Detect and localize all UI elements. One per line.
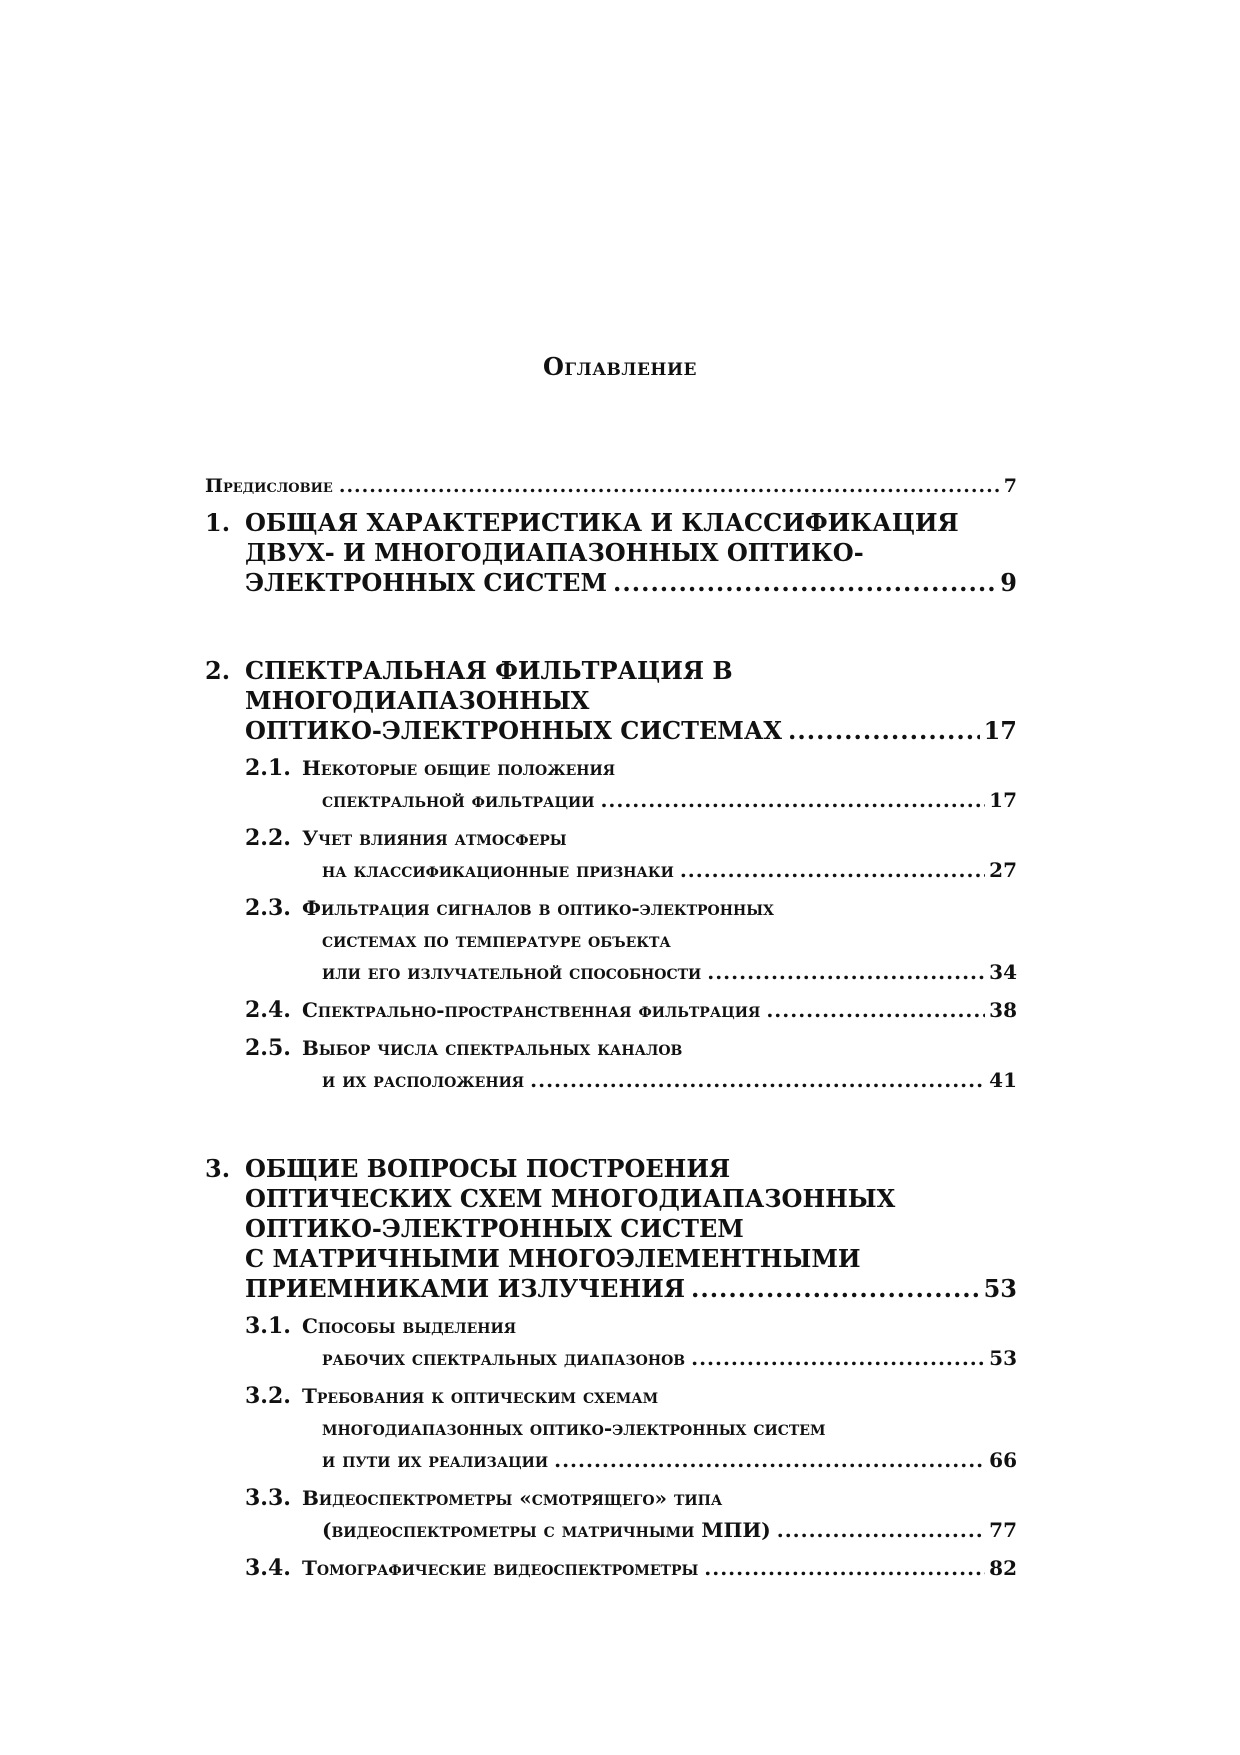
toc-page-number: 17 bbox=[983, 716, 1017, 745]
toc-entry-text: ЭЛЕКТРОННЫХ СИСТЕМ bbox=[245, 568, 608, 597]
toc-entry-number: 3.2. bbox=[245, 1383, 291, 1409]
toc-entry-text: Способы выделения bbox=[302, 1314, 517, 1338]
toc-entry-text: Видеоспектрометры «смотрящего» типа bbox=[302, 1486, 723, 1510]
toc-page-number: 38 bbox=[989, 998, 1017, 1022]
toc-page-number: 53 bbox=[983, 1274, 1017, 1303]
toc-page-number: 77 bbox=[989, 1518, 1017, 1542]
toc-entry-text: ОПТИКО-ЭЛЕКТРОННЫХ СИСТЕМАХ bbox=[245, 716, 782, 745]
toc-entry-section-2-5[interactable] bbox=[205, 1032, 1017, 1096]
toc-entry-text: Фильтрация сигналов в оптико-электронных bbox=[302, 896, 774, 920]
leader-dots bbox=[600, 784, 985, 816]
toc-entry-number: 2.2. bbox=[245, 825, 291, 851]
toc-entry-number: 2.4. bbox=[245, 997, 291, 1023]
toc-entry-text: многодиапазонных оптико-электронных систем bbox=[322, 1416, 826, 1440]
toc-page-number: 7 bbox=[1003, 475, 1017, 497]
toc-entry-text: и пути их реализации bbox=[322, 1448, 549, 1472]
toc-entry-number: 3.1. bbox=[245, 1313, 291, 1339]
toc-entry-text: (видеоспектрометры с матричными МПИ) bbox=[322, 1518, 771, 1542]
toc-page-number: 27 bbox=[989, 858, 1017, 882]
toc-entry-chapter-1[interactable] bbox=[205, 508, 1017, 598]
toc-entry-number: 1. bbox=[205, 508, 231, 537]
leader-dots bbox=[339, 470, 1000, 502]
leader-dots bbox=[766, 994, 985, 1026]
leader-dots bbox=[777, 1514, 985, 1546]
toc-page-number: 82 bbox=[989, 1556, 1017, 1580]
toc-entry-text: Томографические видеоспектрометры bbox=[302, 1556, 699, 1580]
leader-dots bbox=[704, 1552, 985, 1584]
toc-entry-number: 3.3. bbox=[245, 1485, 291, 1511]
toc-entry-text: рабочих спектральных диапазонов bbox=[322, 1346, 686, 1370]
toc-page-number: 9 bbox=[1000, 568, 1017, 597]
toc-entry-chapter-2[interactable] bbox=[205, 656, 1017, 746]
toc-entry-text: МНОГОДИАПАЗОННЫХ bbox=[245, 686, 590, 715]
toc-entry-text: Учет влияния атмосферы bbox=[302, 826, 567, 850]
toc-entry-text: ПРИЕМНИКАМИ ИЗЛУЧЕНИЯ bbox=[245, 1274, 685, 1303]
toc-entry-text: Выбор числа спектральных каналов bbox=[302, 1036, 683, 1060]
toc-entry-section-2-4[interactable] bbox=[205, 994, 1017, 1026]
leader-dots bbox=[691, 1274, 980, 1304]
toc-entry-section-3-1[interactable] bbox=[205, 1310, 1017, 1374]
toc-entry-text: на классификационные признаки bbox=[322, 858, 674, 882]
toc-page-number: 66 bbox=[989, 1448, 1017, 1472]
toc-page-number: 41 bbox=[989, 1068, 1017, 1092]
toc-entry-number: 3.4. bbox=[245, 1555, 291, 1581]
toc-page-number: 53 bbox=[989, 1346, 1017, 1370]
toc-page-number: 17 bbox=[989, 788, 1017, 812]
toc-entry-section-2-3[interactable] bbox=[205, 892, 1017, 988]
toc-entry-text: Некоторые общие положения bbox=[302, 756, 616, 780]
toc-entry-text: С МАТРИЧНЫМИ МНОГОЭЛЕМЕНТНЫМИ bbox=[245, 1244, 861, 1273]
toc-entry-text: ОПТИЧЕСКИХ СХЕМ МНОГОДИАПАЗОННЫХ bbox=[245, 1184, 896, 1213]
toc-entry-text: и их расположения bbox=[322, 1068, 525, 1092]
toc-entry-text: Предисловие bbox=[205, 475, 333, 497]
toc-entry-text: или его излучательной способности bbox=[322, 960, 702, 984]
toc-entry-number: 2.1. bbox=[245, 755, 291, 781]
toc-entry-section-3-3[interactable] bbox=[205, 1482, 1017, 1546]
toc-entry-chapter-3[interactable] bbox=[205, 1154, 1017, 1304]
leader-dots bbox=[680, 854, 985, 886]
table-of-contents bbox=[205, 470, 1017, 1584]
leader-dots bbox=[691, 1342, 985, 1374]
toc-entry-text: ОБЩАЯ ХАРАКТЕРИСТИКА И КЛАССИФИКАЦИЯ bbox=[245, 508, 959, 537]
toc-entry-text: Требования к оптическим схемам bbox=[302, 1384, 659, 1408]
toc-entry-text: Спектрально-пространственная фильтрация bbox=[302, 998, 761, 1022]
toc-entry-section-3-4[interactable] bbox=[205, 1552, 1017, 1584]
toc-entry-text: СПЕКТРАЛЬНАЯ ФИЛЬТРАЦИЯ В bbox=[245, 656, 733, 685]
toc-page-number: 34 bbox=[989, 960, 1017, 984]
toc-entry-preface[interactable] bbox=[205, 470, 1017, 502]
toc-entry-section-2-1[interactable] bbox=[205, 752, 1017, 816]
toc-entry-section-2-2[interactable] bbox=[205, 822, 1017, 886]
leader-dots bbox=[530, 1064, 985, 1096]
toc-entry-number: 2.3. bbox=[245, 895, 291, 921]
toc-entry-text: ОПТИКО-ЭЛЕКТРОННЫХ СИСТЕМ bbox=[245, 1214, 744, 1243]
leader-dots bbox=[613, 568, 996, 598]
toc-entry-text: ДВУХ- И МНОГОДИАПАЗОННЫХ ОПТИКО- bbox=[245, 538, 864, 567]
toc-title: Оглавление bbox=[543, 352, 697, 381]
toc-entry-number: 3. bbox=[205, 1154, 231, 1183]
toc-entry-text: ОБЩИЕ ВОПРОСЫ ПОСТРОЕНИЯ bbox=[245, 1154, 731, 1183]
toc-entry-section-3-2[interactable] bbox=[205, 1380, 1017, 1476]
toc-entry-number: 2. bbox=[205, 656, 231, 685]
toc-entry-number: 2.5. bbox=[245, 1035, 291, 1061]
toc-entry-text: спектральной фильтрации bbox=[322, 788, 595, 812]
toc-entry-text: системах по температуре объекта bbox=[322, 928, 671, 952]
leader-dots bbox=[788, 716, 980, 746]
leader-dots bbox=[707, 956, 985, 988]
leader-dots bbox=[554, 1444, 985, 1476]
